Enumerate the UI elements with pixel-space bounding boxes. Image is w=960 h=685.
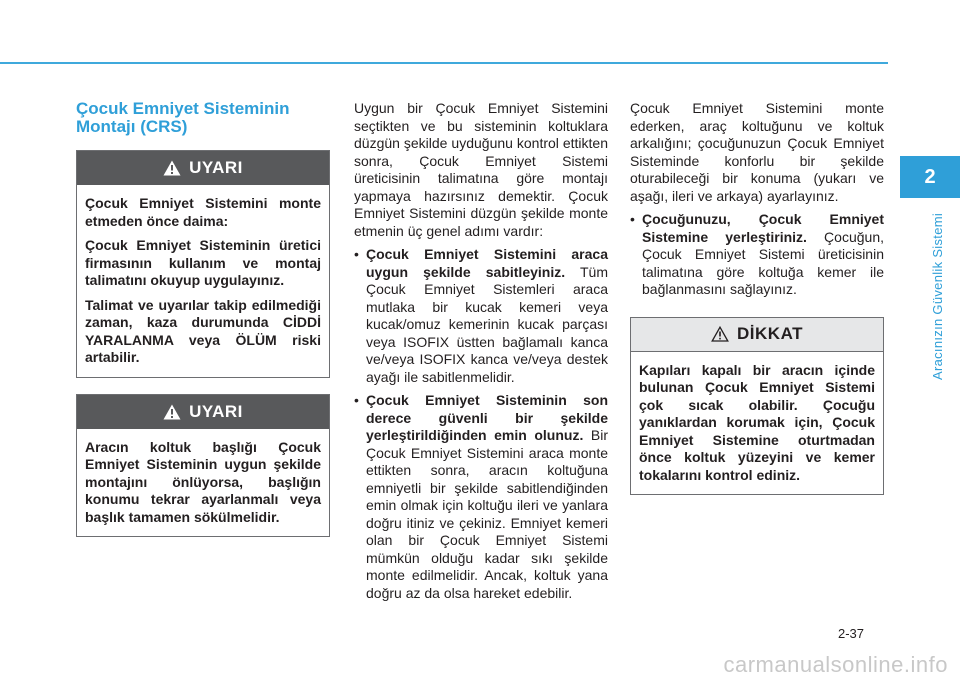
caution-box	[630, 317, 884, 496]
middle-bullet-2	[354, 392, 608, 602]
caution-header	[631, 318, 883, 352]
section-title-line2: Montajı (CRS)	[76, 117, 188, 136]
caution-body	[631, 352, 883, 495]
warning2-text: Aracın koltuk başlığı Çocuk Emniyet Sisteminin uygun şekilde montajını önlüyorsa, başlığın konumu tekrar ayarlanmalı veya başlık tamamen sökülmelidir.	[85, 438, 321, 525]
warning-label-2: UYARI	[189, 401, 243, 421]
warning1-paragraph-1: Çocuk Emniyet Sistemini monte etmeden önce daima:	[85, 195, 321, 229]
warning-header-2	[77, 395, 329, 429]
section-title	[76, 100, 330, 136]
warning-box-1	[76, 150, 330, 378]
bullet-dot: •	[354, 246, 359, 262]
warning-label-1: UYARI	[189, 158, 243, 178]
bullet-text	[366, 392, 608, 602]
warning-header-1	[77, 151, 329, 185]
caution-label: DİKKAT	[737, 324, 803, 344]
warning-body-2	[77, 429, 329, 537]
warning-body-1	[77, 185, 329, 377]
bullet-bold: Çocuk Emniyet Sisteminin son derece güvenli bir şekilde yerleştirildiğinden emin olunuz.	[366, 392, 608, 443]
bullet-rest: Bir Çocuk Emniyet Sistemini araca monte ettikten sonra, aracın koltuğuna emniyetli bir şekilde sabitlendiğinden emin olmak için koltuğu ileri ve yanlara doğru itiniz ve çekiniz. Emniyet kemeri olan bir Çocuk Emniyet Sistemi mümkün olduğu kadar sıkı şekilde monte edilmelidir. Ancak, koltuk yana doğru az da olsa hareket edebilir.	[366, 427, 608, 601]
page-number: 2-37	[838, 626, 865, 641]
right-column	[630, 100, 884, 495]
bullet-rest: Tüm Çocuk Emniyet Sistemleri araca mutlaka bir kucak kemeri veya kucak/omuz kemerinin kucak parçası veya ISOFIX üstten bağlamalı kanca ve/veya ISOFIX kanca ve/veya destek ayağı ile sabitlenmelidir.	[366, 263, 608, 385]
bullet-dot: •	[354, 392, 359, 408]
warning1-paragraph-2: Çocuk Emniyet Sisteminin üretici firmasının kullanım ve montaj talimatını okuyup uygulayınız.	[85, 237, 321, 288]
bullet-bold: Çocuk Emniyet Sistemini araca uygun şekilde sabitleyiniz.	[366, 246, 608, 280]
chapter-tab: 2	[900, 156, 960, 198]
bullet-text	[642, 211, 884, 299]
middle-column	[354, 100, 608, 602]
warning1-paragraph-3: Talimat ve uyarılar takip edilmediği zaman, kaza durumunda CİDDİ YARALANMA veya ÖLÜM riski artabilir.	[85, 296, 321, 365]
caution-triangle-icon	[711, 326, 729, 342]
warning-triangle-icon	[163, 404, 181, 420]
warning-triangle-icon	[163, 160, 181, 176]
watermark: carmanualsonline.info	[723, 652, 948, 677]
chapter-title-vertical	[928, 202, 948, 382]
left-column	[76, 100, 330, 537]
section-title-line1: Çocuk Emniyet Sisteminin	[76, 99, 290, 118]
bullet-dot: •	[630, 211, 635, 227]
bullet-rest: Çocuğun, Çocuk Emniyet Sistemi üreticisinin talimatına göre koltuğa kemer ile bağlanmasını sağlayınız.	[642, 228, 884, 297]
bullet-text	[366, 246, 608, 386]
middle-bullet-1	[354, 246, 608, 386]
top-rule	[0, 62, 888, 64]
bullet-bold: Çocuğunuzu, Çocuk Emniyet Sistemine yerleştiriniz.	[642, 211, 884, 245]
right-intro: Çocuk Emniyet Sistemini monte ederken, araç koltuğunu ve koltuk arkalığını; çocuğunuzun Çocuk Emniyet Sisteminde konforlu bir şekilde oturabileceği bir konuma (yukarı ve aşağı, ileri ve arkaya) ayarlayınız.	[630, 100, 884, 204]
chapter-title: Aracınızın Güvenlik Sistemi	[930, 212, 945, 380]
warning-box-2	[76, 394, 330, 538]
right-bullet	[630, 211, 884, 299]
caution-text: Kapıları kapalı bir aracın içinde bulunan Çocuk Emniyet Sistemi çok sıcak olabilir. Çocuğu yanıklardan korumak için, Çocuk Emniyet Sistemine oturtmadan önce koltuk yüzeyini ve kemer tokalarını kontrol ediniz.	[639, 361, 875, 483]
middle-intro: Uygun bir Çocuk Emniyet Sistemini seçtikten ve bu sisteminin koltuklara düzgün şekilde uyduğunu kontrol ettikten sonra, Çocuk Emniyet Sistemi üreticisinin talimatına göre montajı yapmaya hazırsınız demektir. Çocuk Emniyet Sistemini düzgün şekilde monte etmenin üç genel adımı vardır:	[354, 100, 608, 239]
